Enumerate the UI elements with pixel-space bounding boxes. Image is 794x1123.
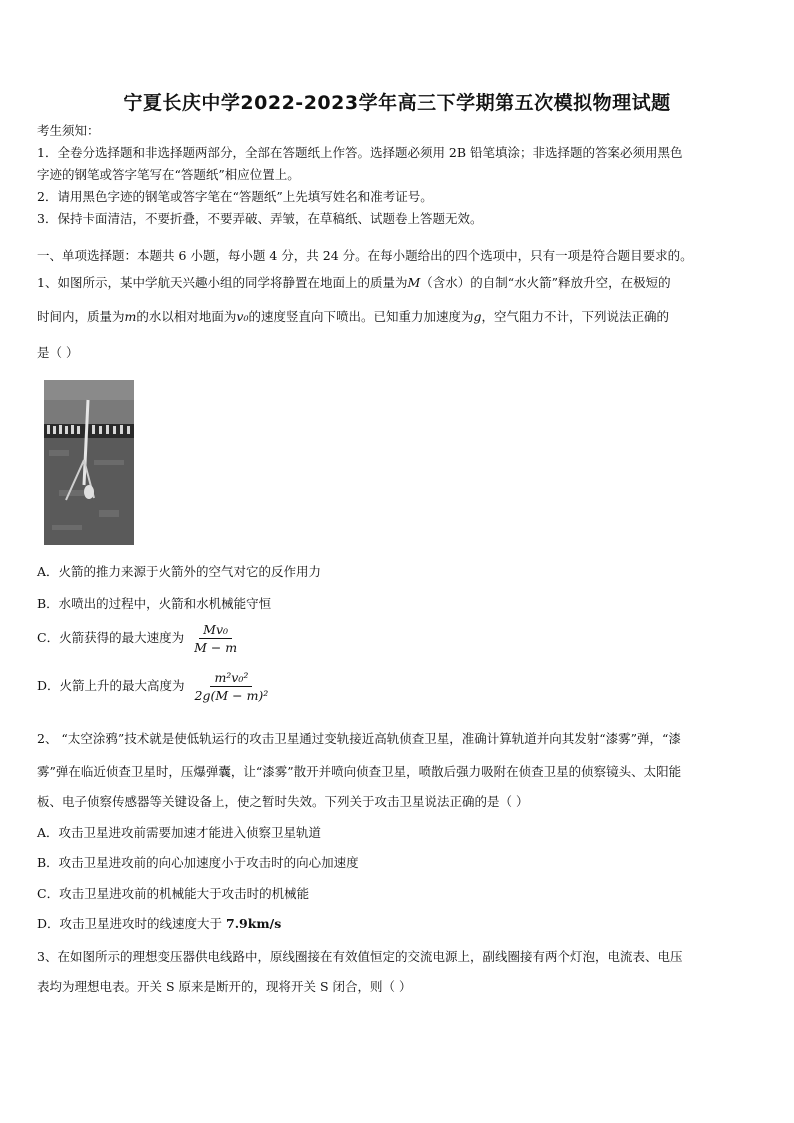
section-heading: 一、单项选择题：本题共 6 小题，每小题 4 分，共 24 分。在每小题给出的四个选项中，只有一项是符合题目要求的。 bbox=[37, 248, 693, 263]
q2-option-d-speed: 7.9km/s bbox=[226, 916, 282, 931]
fraction-numerator: m²v₀² bbox=[210, 670, 252, 687]
fraction-numerator: Mv₀ bbox=[199, 622, 232, 639]
q1-text: 时间内，质量为 bbox=[37, 309, 125, 324]
water-rocket-photo bbox=[44, 380, 134, 545]
fraction-denominator: M − m bbox=[194, 640, 238, 655]
q3-line-2: 表均为理想电表。开关 S 原来是断开的，现将开关 S 闭合，则（ ） bbox=[37, 979, 412, 994]
q1-text: 的速度竖直向下喷出。已知重力加速度为 bbox=[248, 309, 474, 324]
notice-item-3: 3．保持卡面清洁，不要折叠，不要弄破、弄皱，在草稿纸、试题卷上答题无效。 bbox=[37, 211, 483, 226]
q2-option-d bbox=[37, 914, 281, 932]
q1-option-c-text: C．火箭获得的最大速度为 bbox=[37, 630, 185, 645]
q2-line-1: 2、 “太空涂鸦”技术就是使低轨运行的攻击卫星通过变轨接近高轨侦查卫星，准确计算轨道并向其发射“漆雾”弹，“漆 bbox=[37, 731, 681, 746]
q1-option-a: A．火箭的推力来源于火箭外的空气对它的反作用力 bbox=[37, 564, 322, 579]
var-g: g bbox=[473, 309, 482, 324]
q1-text: ，空气阻力不计，下列说法正确的 bbox=[481, 309, 670, 324]
q3-line-1: 3、在如图所示的理想变压器供电线路中，原线圈接在有效值恒定的交流电源上，副线圈接有两个灯泡，电流表、电压 bbox=[37, 949, 683, 964]
q2-line-2: 雾”弹在临近侦查卫星时，压爆弹囊，让“漆雾”散开并喷向侦查卫星，喷散后强力吸附在侦查卫星的侦察镜头、太阳能 bbox=[37, 764, 682, 779]
notice-item-1: 1．全卷分选择题和非选择题两部分，全部在答题纸上作答。选择题必须用 2B 铅笔填涂；非选择题的答案必须用黑色 bbox=[37, 145, 683, 160]
q1-line-2 bbox=[37, 307, 669, 325]
q2-option-d-text: D．攻击卫星进攻时的线速度大于 bbox=[37, 916, 226, 931]
var-M: M bbox=[407, 275, 421, 290]
water-rocket-photo-art bbox=[44, 380, 134, 545]
q1-text: （含水）的自制“水火箭”释放升空，在极短的 bbox=[420, 275, 671, 290]
q1-option-b: B．水喷出的过程中，火箭和水机械能守恒 bbox=[37, 596, 272, 611]
fraction-max-velocity bbox=[190, 622, 241, 655]
q2-option-a: A．攻击卫星进攻前需要加速才能进入侦察卫星轨道 bbox=[37, 825, 322, 840]
q1-line-3: 是（ ） bbox=[37, 345, 79, 360]
notice-heading: 考生须知： bbox=[37, 123, 100, 138]
q2-option-b: B．攻击卫星进攻前的向心加速度小于攻击时的向心加速度 bbox=[37, 855, 359, 870]
q1-option-d-text: D．火箭上升的最大高度为 bbox=[37, 678, 185, 693]
notice-item-2: 2．请用黑色字迹的钢笔或答字笔在“答题纸”上先填写姓名和准考证号。 bbox=[37, 189, 433, 204]
page-title: 宁夏长庆中学2022-2023学年高三下学期第五次模拟物理试题 bbox=[123, 92, 671, 114]
var-m: m bbox=[124, 309, 137, 324]
q1-text: 的水以相对地面为 bbox=[136, 309, 237, 324]
q1-option-d bbox=[37, 670, 272, 703]
q2-line-3: 板、电子侦察传感器等关键设备上，使之暂时失效。下列关于攻击卫星说法正确的是（ ） bbox=[37, 794, 529, 809]
q2-option-c: C．攻击卫星进攻前的机械能大于攻击时的机械能 bbox=[37, 886, 310, 901]
notice-item-1-cont: 字迹的钢笔或答字笔写在“答题纸”相应位置上。 bbox=[37, 167, 300, 182]
q1-text: 1、如图所示，某中学航天兴趣小组的同学将静置在地面上的质量为 bbox=[37, 275, 408, 290]
var-v0: v₀ bbox=[236, 309, 249, 324]
fraction-denominator: 2g(M − m)² bbox=[194, 688, 269, 703]
q1-line-1 bbox=[37, 273, 671, 291]
q1-option-c bbox=[37, 622, 241, 655]
fraction-max-height bbox=[191, 670, 273, 703]
